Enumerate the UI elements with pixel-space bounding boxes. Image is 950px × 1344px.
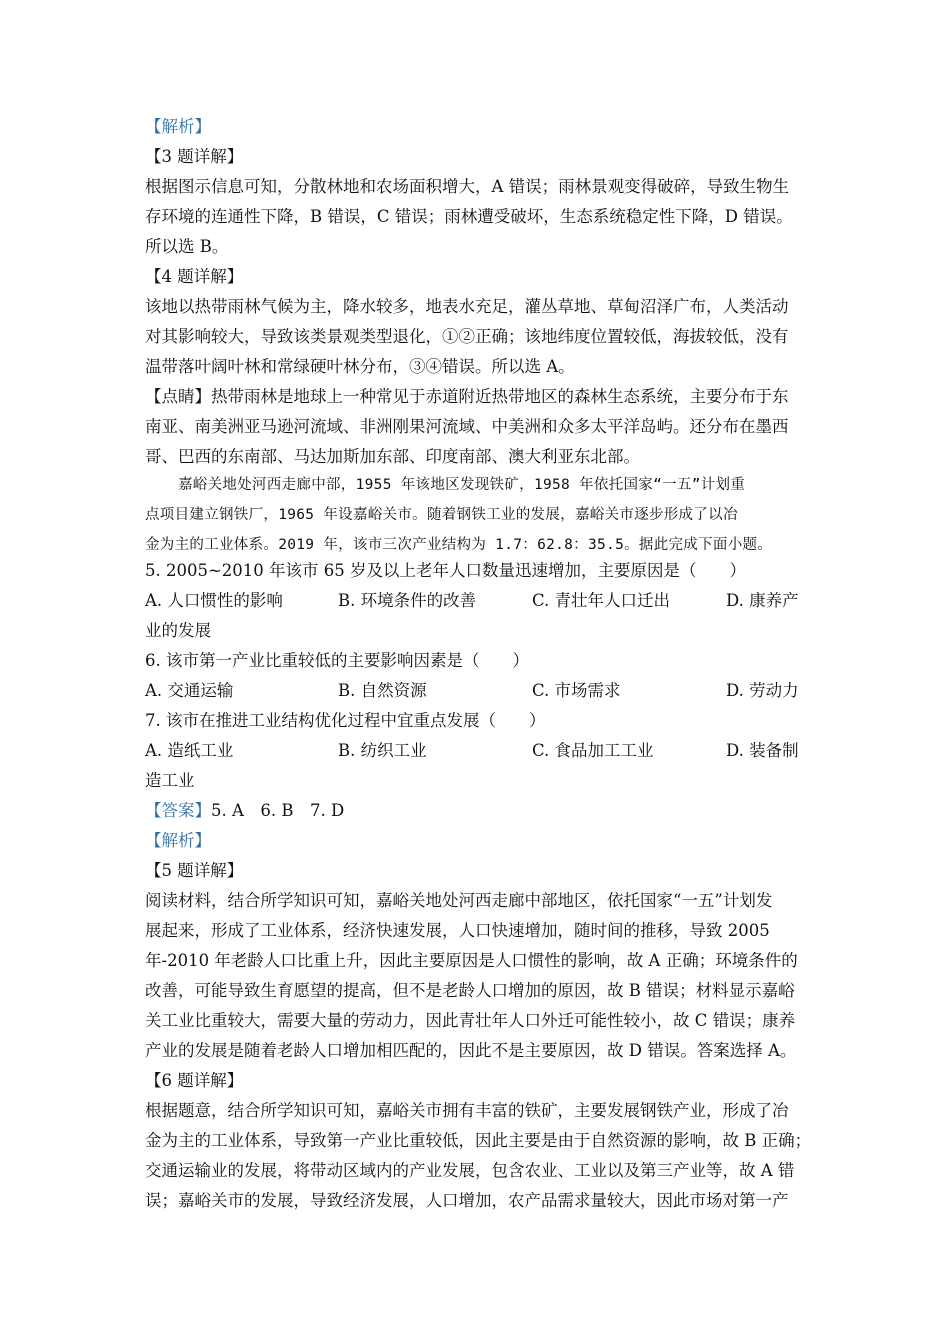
q6-detail-heading: 【6 题详解】: [145, 1071, 244, 1090]
passage-line: 点项目建立钢铁厂，1965 年设嘉峪关市。随着钢铁工业的发展，嘉峪关市逐步形成了以冶: [145, 507, 738, 523]
q5-detail-line: 阅读材料，结合所学知识可知，嘉峪关地处河西走廊中部地区，依托国家“一五”计划发: [145, 891, 773, 910]
q3-detail-line: 根据图示信息可知，分散林地和农场面积增大，A 错误；雨林景观变得破碎，导致生物生: [145, 177, 790, 196]
q5-detail-line: 年-2010 年老龄人口比重上升，因此主要原因是人口惯性的影响，故 A 正确；环境条件的: [145, 951, 798, 970]
tip-line: 南亚、南美洲亚马逊河流域、非洲刚果河流域、中美洲和众多太平洋岛屿。还分布在墨西: [145, 417, 789, 436]
q6-detail-line: 根据题意，结合所学知识可知，嘉峪关市拥有丰富的铁矿，主要发展钢铁产业，形成了冶: [145, 1101, 789, 1120]
q3-detail-line: 所以选 B。: [145, 237, 229, 256]
q5-option-b: B. 环境条件的改善: [338, 591, 477, 610]
q4-detail-line: 该地以热带雨林气候为主，降水较多，地表水充足，灌丛草地、草甸沼泽广布，人类活动: [145, 297, 789, 316]
tip-line: 哥、巴西的东南部、马达加斯加东部、印度南部、澳大利亚东北部。: [145, 447, 640, 466]
q5-detail-line: 产业的发展是随着老龄人口增加相匹配的，因此不是主要原因，故 D 错误。答案选择 A。: [145, 1041, 797, 1060]
q7-option-b: B. 纺织工业: [338, 741, 427, 760]
q6-option-d: D. 劳动力: [726, 681, 799, 700]
q6-option-c: C. 市场需求: [532, 681, 621, 700]
q5-stem: 5. 2005~2010 年该市 65 岁及以上老年人口数量迅速增加，主要原因是（ ）: [145, 561, 747, 580]
q4-detail-heading: 【4 题详解】: [145, 267, 244, 286]
analysis-label: 【解析】: [145, 831, 211, 850]
q5-option-a: A. 人口惯性的影响: [145, 591, 283, 610]
q7-option-d-wrap: 造工业: [145, 771, 195, 790]
q5-option-d: D. 康养产: [726, 591, 799, 610]
q5-detail-line: 关工业比重较大，需要大量的劳动力，因此青壮年人口外迁可能性较小，故 C 错误；康养: [145, 1011, 796, 1030]
q6-detail-line: 误；嘉峪关市的发展，导致经济发展，人口增加，农产品需求量较大，因此市场对第一产: [145, 1191, 789, 1210]
passage-line: 金为主的工业体系。2019 年，该市三次产业结构为 1.7：62.8：35.5。据此完成下面小题。: [145, 537, 773, 553]
tip-paragraph: [145, 382, 789, 412]
q6-detail-line: 交通运输业的发展，将带动区域内的产业发展，包含农业、工业以及第三产业等，故 A 错: [145, 1161, 795, 1180]
q6-option-a: A. 交通运输: [145, 681, 234, 700]
q5-detail-heading: 【5 题详解】: [145, 861, 244, 880]
q6-detail-line: 金为主的工业体系，导致第一产业比重较低，因此主要是由于自然资源的影响，故 B 正确；: [145, 1131, 812, 1150]
q7-option-a: A. 造纸工业: [145, 741, 234, 760]
q7-option-c: C. 食品加工工业: [532, 741, 654, 760]
q3-detail-line: 存环境的连通性下降，B 错误，C 错误；雨林遭受破坏，生态系统稳定性下降，D 错误。: [145, 207, 793, 226]
answer-label: 【答案】: [145, 801, 211, 820]
tip-line: 热带雨林是地球上一种常见于赤道附近热带地区的森林生态系统，主要分布于东: [211, 387, 789, 406]
q4-detail-line: 温带落叶阔叶林和常绿硬叶林分布，③④错误。所以选 A。: [145, 357, 575, 376]
q6-option-b: B. 自然资源: [338, 681, 427, 700]
q6-stem: 6. 该市第一产业比重较低的主要影响因素是（ ）: [145, 651, 529, 670]
answer-text: 5. A 6. B 7. D: [211, 801, 345, 820]
q5-option-d-wrap: 业的发展: [145, 621, 211, 640]
tip-label: 【点睛】: [145, 387, 211, 406]
analysis-label: 【解析】: [145, 117, 211, 136]
passage-line: 嘉峪关地处河西走廊中部，1955 年该地区发现铁矿，1958 年依托国家“一五”计划重: [178, 477, 746, 493]
q5-detail-line: 改善，可能导致生育愿望的提高，但不是老龄人口增加的原因，故 B 错误；材料显示嘉峪: [145, 981, 795, 1000]
answer-line: [145, 796, 344, 826]
q7-option-d: D. 装备制: [726, 741, 799, 760]
q3-detail-heading: 【3 题详解】: [145, 147, 244, 166]
q7-stem: 7. 该市在推进工业结构优化过程中宜重点发展（ ）: [145, 711, 546, 730]
q5-detail-line: 展起来，形成了工业体系，经济快速发展，人口快速增加，随时间的推移，导致 2005: [145, 921, 770, 940]
q4-detail-line: 对其影响较大，导致该类景观类型退化，①②正确；该地纬度位置较低，海拔较低，没有: [145, 327, 789, 346]
q5-option-c: C. 青壮年人口迁出: [532, 591, 671, 610]
